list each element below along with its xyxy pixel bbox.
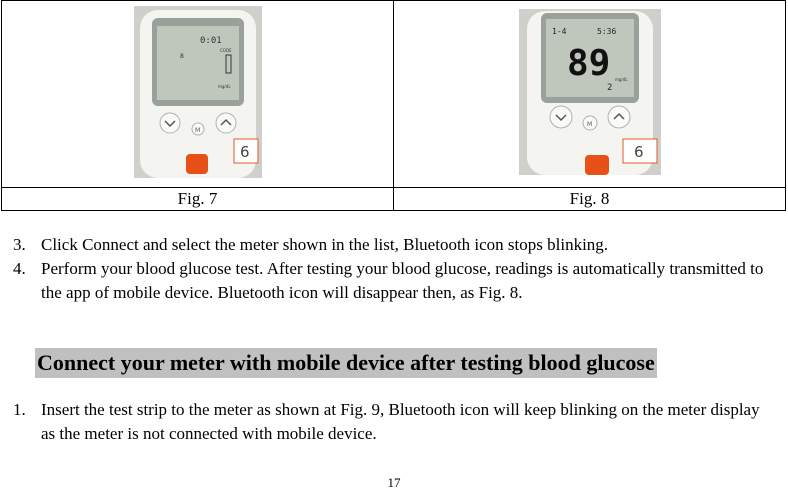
fig7-screen-unit: mg/dL xyxy=(217,83,231,89)
step-text: Click Connect and select the meter shown in the list, Bluetooth icon stops blinking. xyxy=(41,235,609,254)
figure-8-caption: Fig. 8 xyxy=(394,188,786,211)
list-item xyxy=(13,233,788,257)
fig8-screen-topleft: 1-4 xyxy=(551,26,566,36)
figure-8-cell xyxy=(394,1,786,188)
fig8-screen-label: 2 xyxy=(606,82,612,93)
list-item xyxy=(13,257,788,305)
fig8-screen-reading: 89 xyxy=(566,42,610,84)
fig8-screen-time: 5:36 xyxy=(596,26,616,36)
svg-text:M: M xyxy=(586,120,592,128)
step-number: 4. xyxy=(13,259,26,278)
down-button-icon xyxy=(160,113,180,133)
steps-list-before xyxy=(13,233,788,305)
fig7-screen-label: CODE xyxy=(219,47,232,53)
up-button-icon xyxy=(216,113,236,133)
figure-7-meter-photo xyxy=(134,6,262,178)
figure-table xyxy=(1,0,786,211)
list-item xyxy=(13,398,773,446)
strip-port-icon xyxy=(186,154,208,174)
up-button-icon xyxy=(608,106,630,128)
fig8-screen-unit: mg/dL xyxy=(614,76,628,82)
svg-text:M: M xyxy=(194,126,200,134)
step-number: 1. xyxy=(13,400,26,419)
step-number: 3. xyxy=(13,235,26,254)
figure-7-cell xyxy=(2,1,394,188)
figure-8-meter-photo xyxy=(519,9,661,175)
down-button-icon xyxy=(550,106,572,128)
fig7-screen-left: 8 xyxy=(179,52,184,60)
steps-list-after xyxy=(13,398,773,446)
page-number: 17 xyxy=(387,475,401,490)
section-heading: Connect your meter with mobile device after testing blood glucose xyxy=(35,348,657,378)
figure-7-caption: Fig. 7 xyxy=(2,188,394,211)
step-text: Perform your blood glucose test. After testing your blood glucose, readings is automatically transmitted to the app of mobile device. Bluetooth icon will disappear then, as Fig. 8. xyxy=(41,259,764,302)
step-text: Insert the test strip to the meter as shown at Fig. 9, Bluetooth icon will keep blinking on the meter display as the meter is not connected with mobile device. xyxy=(41,400,760,443)
fig8-tag-text: 6 xyxy=(633,142,644,161)
fig7-tag-text: 6 xyxy=(239,142,250,161)
fig7-screen-main: 0:01 xyxy=(199,35,222,46)
strip-port-icon xyxy=(585,155,609,175)
